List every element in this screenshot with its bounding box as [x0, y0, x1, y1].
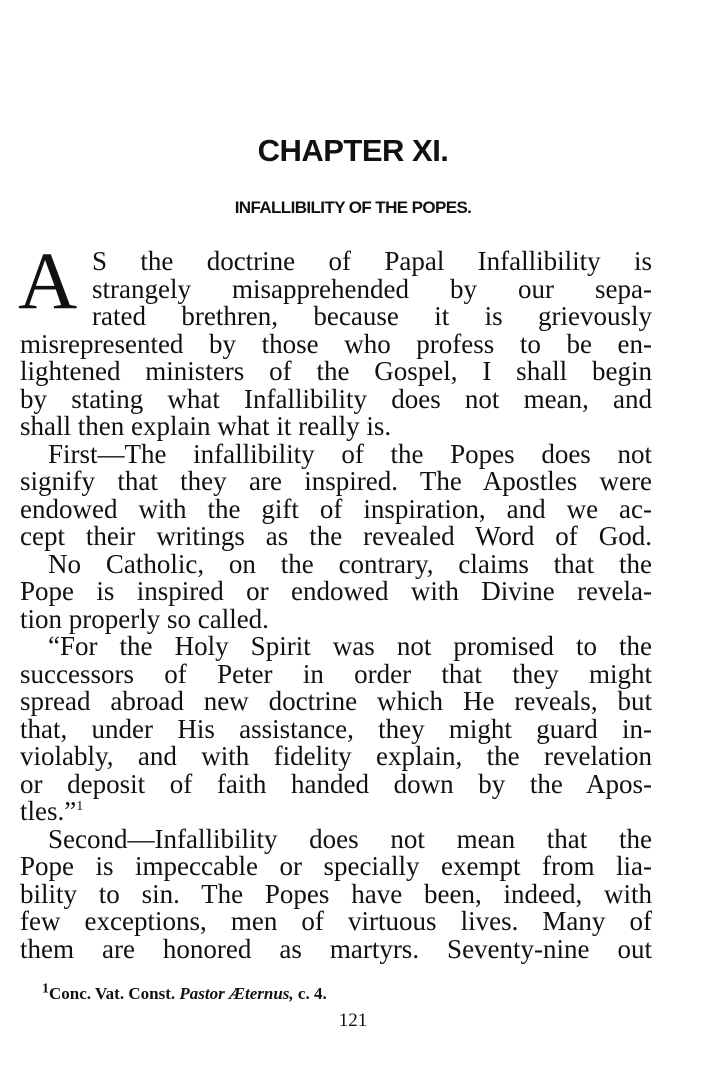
text-line: Pope is inspired or endowed with Divine revela- — [20, 576, 652, 606]
text-line: spread abroad new doctrine which He reveals, but — [20, 686, 652, 716]
chapter-title: CHAPTER XI. — [257, 133, 449, 168]
text-line: endowed with the gift of inspiration, and we ac- — [20, 493, 652, 524]
text-line: “For the Holy Spirit was not promised to the — [48, 631, 652, 661]
text-line: tion properly so called. — [20, 603, 269, 634]
text-line: shall then explain what it really is. — [20, 411, 392, 441]
footnote-reference: 1 — [76, 799, 84, 814]
page-number: 121 — [338, 1010, 368, 1031]
text-line: tles.”$^1$ — [20, 796, 84, 826]
text-line: rated brethren, because it is grievously — [92, 301, 652, 331]
text-line: successors of Peter in order that they might — [20, 658, 652, 689]
text-line: by stating what Infallibility does not mean, and — [20, 383, 652, 414]
text-line: them are honored as martyrs. Seventy-nine out — [20, 933, 652, 964]
text-line: S the doctrine of Papal Infallibility is — [92, 246, 652, 276]
footnote — [42, 981, 327, 1004]
text-line: bility to sin. The Popes have been, indeed, with — [20, 878, 652, 909]
text-line: or deposit of faith handed down by the Apos- — [20, 768, 652, 799]
text-line: No Catholic, on the contrary, claims that the — [48, 548, 652, 579]
footnote-italic: Pastor Æternus, — [179, 984, 294, 1003]
text-line: violably, and with fidelity explain, the revelation — [20, 741, 652, 771]
text-line: cept their writings as the revealed Word of God. — [20, 521, 652, 551]
footnote-tail: c. 4. — [297, 984, 327, 1003]
chapter-subtitle: INFALLIBILITY OF THE POPES. — [234, 198, 472, 217]
footnote-marker: 1 — [42, 981, 49, 997]
text-line: signify that they are inspired. The Apostles were — [20, 466, 652, 496]
text-line: First—The infallibility of the Popes does not — [48, 438, 652, 469]
body-text — [18, 235, 652, 964]
text-line: few exceptions, men of virtuous lives. Many of — [20, 906, 652, 936]
text-lines — [20, 328, 652, 964]
text-line: that, under His assistance, they might guard in- — [20, 713, 652, 744]
text-line: lightened ministers of the Gospel, I shall begin — [20, 356, 652, 386]
footnote-text: Conc. Vat. Const. — [49, 984, 176, 1003]
text-line: strangely misapprehended by our sepa- — [92, 273, 652, 304]
text-line: Second—Infallibility does not mean that the — [48, 823, 652, 854]
text-line: Pope is impeccable or specially exempt from lia- — [20, 851, 652, 881]
text-line: misrepresented by those who profess to be en- — [20, 328, 652, 359]
drop-cap: A — [18, 235, 78, 326]
opening-paragraph — [18, 235, 652, 331]
